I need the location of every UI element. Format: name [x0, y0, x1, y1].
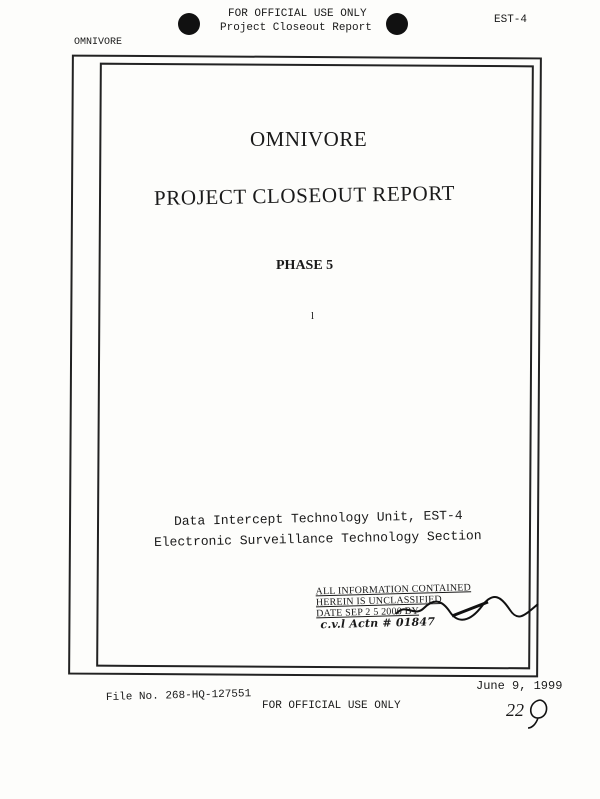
handwritten-page-mark: 22	[506, 700, 524, 720]
footer-classification: FOR OFFICIAL USE ONLY	[262, 700, 401, 712]
header-classification: FOR OFFICIAL USE ONLY	[228, 8, 367, 20]
stamp-line-4: c.v.l Actn # 01847	[320, 615, 436, 632]
report-title: PROJECT CLOSEOUT REPORT	[153, 180, 456, 210]
phase-label: PHASE 5	[276, 258, 334, 273]
page-border-inner	[96, 63, 534, 670]
header-code-left: OMNIVORE	[74, 37, 123, 48]
unit-line-2: Electronic Surveillance Technology Section	[153, 528, 482, 550]
stamp-line-1: ALL INFORMATION CONTAINED	[315, 582, 472, 598]
header-subtitle: Project Closeout Report	[220, 22, 372, 34]
handwritten-loop	[524, 696, 554, 730]
signature-scribble	[392, 592, 542, 626]
punch-hole-right	[386, 13, 408, 35]
small-mark: l	[311, 310, 315, 322]
project-name: OMNIVORE	[250, 127, 368, 151]
stamp-line-2: HEREIN IS UNCLASSIFIED	[315, 594, 443, 609]
document-date: June 9, 1999	[476, 679, 563, 693]
file-number: File No. 268-HQ-127551	[105, 688, 252, 704]
punch-hole-left	[178, 13, 200, 35]
header-code-right: EST-4	[494, 14, 528, 26]
unit-line-1: Data Intercept Technology Unit, EST-4	[173, 507, 463, 529]
stamp-line-3: DATE SEP 2 5 2000 BY	[316, 605, 420, 620]
